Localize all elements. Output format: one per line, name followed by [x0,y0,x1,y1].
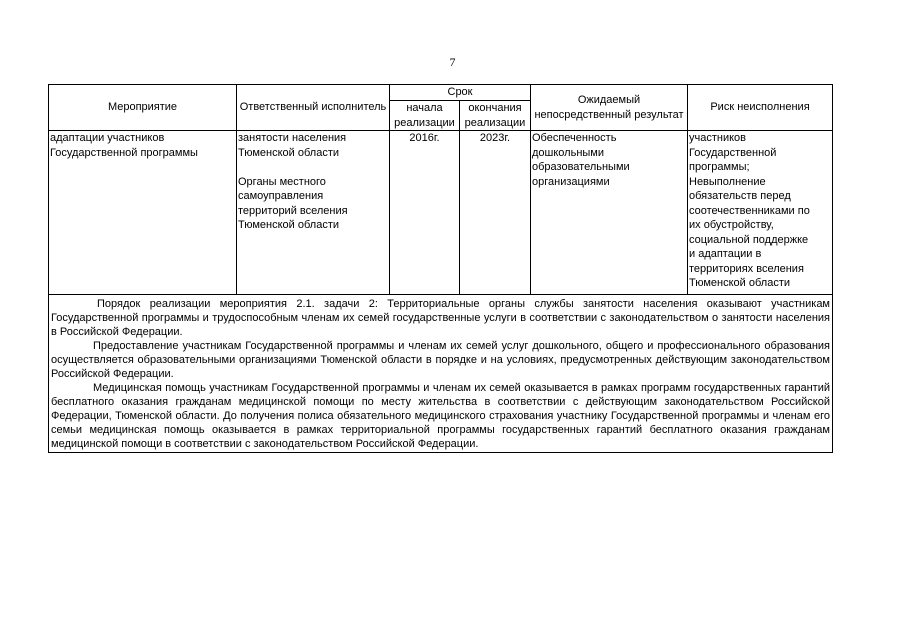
responsible-line: Тюменской области [238,146,340,159]
cell-end-year: 2023г. [460,131,531,295]
header-risk: Риск неисполнения [688,85,833,131]
risk-line: и адаптации в [689,248,762,260]
responsible-line: самоуправления [238,190,324,202]
risk-line: обязательств перед [689,190,791,202]
result-line: организациями [532,175,610,188]
note-paragraph: Порядок реализации мероприятия 2.1. задачи 2: Территориальные органы службы занятости населения оказывают участникам Государственной программы и трудоспособным членам их семей государственные услуги в соответствии с законодательством о занятости населения в Российской Федерации. [51,298,830,338]
cell-start-year: 2016г. [390,131,460,295]
implementation-notes [49,295,833,453]
cell-risk [688,131,833,295]
risk-line: участников [689,132,747,144]
risk-line: их обустройству, [689,219,774,231]
activity-line: Государственной программы [50,146,198,159]
responsible-line: Тюменской области [238,219,340,231]
risk-line: социальной поддержке [689,233,809,246]
risk-line: соотечественниками по [689,204,810,217]
result-line: Обеспеченность [532,132,617,144]
responsible-line: Органы местного [238,175,326,188]
header-term-end: окончания реализации [460,101,531,131]
risk-line: программы; [689,161,750,173]
activity-line: адаптации участников [50,132,165,144]
page-number: 7 [449,55,456,69]
header-expected-result: Ожидаемый непосредственный результат [531,85,688,131]
result-line: образовательными [532,161,630,173]
cell-responsible [237,131,390,295]
cell-activity [49,131,237,295]
risk-line: Невыполнение [689,175,766,188]
activities-table [48,84,833,453]
result-line: дошкольными [532,146,605,159]
header-term: Срок [390,85,531,101]
note-paragraph: Предоставление участникам Государственной программы и членам их семей услуг дошкольного, общего и профессионального образования осуществляется образовательными организациями Тюменской области в порядке и на условиях, предусмотренных действующим законодательством Российской Федерации. [51,340,830,380]
responsible-line: занятости населения [238,132,347,144]
note-paragraph: Медицинская помощь участникам Государственной программы и членам их семей оказывается в рамках программ государственных гарантий бесплатного оказания гражданам медицинской помощи по месту жительства в соответствии с действующим законодательством Российской Федерации, Тюменской области. До получения полиса обязательного медицинского страхования участнику Государственной программы и членам его семьи медицинская помощь оказывается в рамках территориальной программы государственных гарантий бесплатного оказания гражданам медицинской помощи в соответствии с законодательством Российской Федерации. [51,382,830,450]
risk-line: территориях вселения [689,262,804,275]
header-activity: Мероприятие [49,85,237,131]
risk-line: Тюменской области [689,277,791,289]
cell-expected-result [531,131,688,295]
header-term-start: начала реализации [390,101,460,131]
risk-line: Государственной [689,146,777,159]
responsible-line: территорий вселения [238,204,348,217]
table-row [49,131,833,295]
header-responsible: Ответственный исполнитель [237,85,390,131]
